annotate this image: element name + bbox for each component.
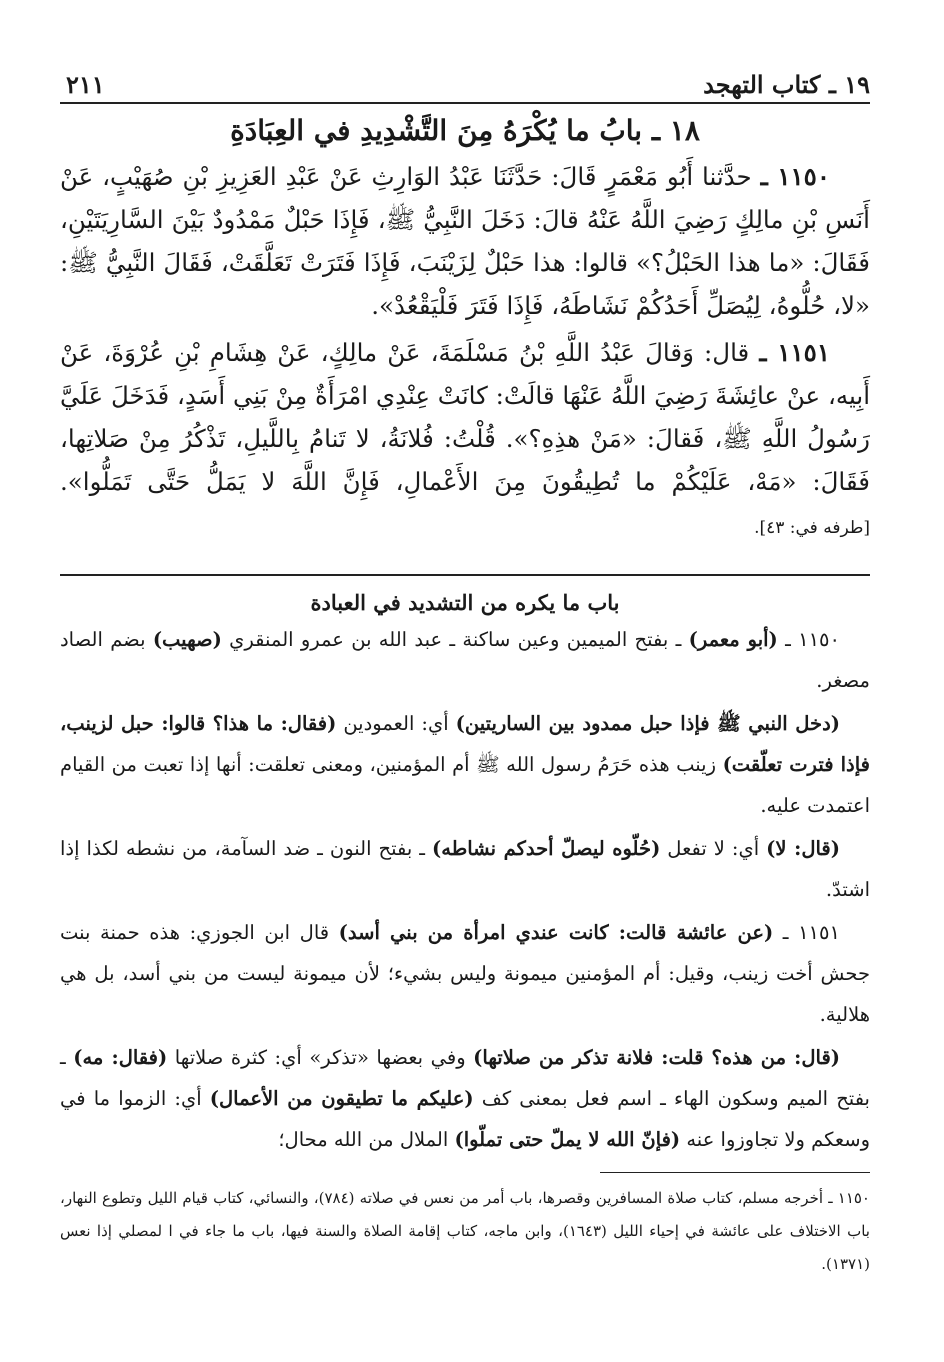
chapter-title: ١٩ ـ كتاب التهجد <box>703 69 870 99</box>
commentary-text: ١١٥١ ـ <box>773 921 840 944</box>
commentary-text: ١١٥٠ ـ <box>777 628 840 651</box>
quoted-matn-phrase: (قال: لا) <box>766 837 840 860</box>
commentary-text: ـ بفتح الميم وسكون الهاء ـ اسم فعل بمعنى كف <box>60 1046 870 1110</box>
commentary-text: أي: العمودين <box>336 712 456 735</box>
hadith-text-section <box>60 114 870 554</box>
commentary-paragraph <box>60 912 870 1035</box>
commentary-paragraph <box>60 703 870 826</box>
header-rule <box>60 102 870 104</box>
hadith-body: قال: وَقالَ عَبْدُ اللَّهِ بْنُ مَسْلَمَةَ، عَنْ مالِكٍ، عَنْ هِشَامِ بْنِ عُرْوَةَ، عَنْ أَبِيه، عنْ عائِشَةَ رَضِيَ اللَّهُ عَنْهَا قالَتْ: كانَتْ عِنْدِي امْرَأَةٌ مِنْ بَنِي أَسَدٍ، فَدَخَلَ عَلَيَّ رَسُولُ اللَّهِ ﷺ، فَقالَ: «مَنْ هذِهِ؟». قُلْتُ: فُلانَةُ، لا تَنامُ بِاللَّيلِ، تَذْكُرُ مِنْ صَلاتِها، فَقَالَ: «مَهْ، عَلَيْكُمْ ما تُطِيقُونَ مِنَ الأَعْمالِ، فَإِنَّ اللَّهَ لا يَمَلُّ حَتَّى تَمَلُّوا». <box>60 338 870 496</box>
commentary-paragraph <box>60 619 870 701</box>
commentary-text: زينب هذه حَرَمُ رسول الله ﷺ أم المؤمنين، ومعنى تعلقت: أنها إذا تعبت من القيام اعتمدت عليه. <box>60 753 870 817</box>
quoted-matn-phrase: (فقال: مه) <box>73 1046 168 1069</box>
quoted-matn-phrase: (فإنّ الله لا يملّ حتى تملّوا) <box>454 1128 681 1151</box>
commentary-text: الملال من الله محال؛ <box>278 1128 455 1151</box>
quoted-matn-phrase: (صهيب) <box>152 628 222 651</box>
book-page <box>60 50 870 1340</box>
footnote-1150: ١١٥٠ ـ أخرجه مسلم، كتاب صلاة المسافرين وقصرها، باب أمر من نعس في صلاته (٧٨٤)، والنسائي، كتاب قيام الليل وتطوع النهار، باب الاختلاف على عائشة في إحياء الليل (١٦٤٣)، وابن ماجه، كتاب إقامة الصلاة والسنة فيها، باب ما جاء في ا لمصلي إذا نعس (١٣٧١). <box>60 1189 870 1273</box>
commentary-text: أي: لا تفعل <box>660 837 767 860</box>
footnote-divider <box>600 1172 870 1173</box>
hadith-number: ١١٥٠ ـ <box>760 162 830 191</box>
hadith-body: حدَّثنا أَبُو مَعْمَرٍ قَالَ: حَدَّثَنَا عَبْدُ الوَارِثِ عَنْ عَبْدِ العَزِيزِ بْنِ صُهَيْبٍ، عَنْ أَنَسِ بْنِ مالِكٍ رَضِيَ اللَّهُ عَنْهُ قالَ: دَخَلَ النَّبِيُّ ﷺ، فَإِذَا حَبْلٌ مَمْدُودٌ بَيْنَ السَّارِيَتَيْنِ، فَقَالَ: «ما هذا الحَبْلُ؟» قالوا: هذا حَبْلٌ لِزَيْنَبَ، فَإِذَا فَتَرَتْ تَعَلَّقَتْ، فَقَالَ النَّبِيُّ ﷺ: «لا، حُلُّوهُ، لِيُصَلِّ أَحَدُكُمْ نَشَاطَهُ، فَإِذَا فَتَرَ فَلْيَقْعُدْ». <box>60 162 870 320</box>
hadith-1151 <box>60 331 870 550</box>
hadith-number: ١١٥١ ـ <box>759 338 830 367</box>
commentary-text: قال ابن الجوزي: هذه حمنة بنت جحش أخت زينب، وقيل: أم المؤمنين ميمونة وليس بشيء؛ لأن ميمونة ليست من بني أسد، بل هي هلالية. <box>60 921 870 1026</box>
running-header <box>60 64 870 104</box>
quoted-matn-phrase: (قال: من هذه؟ قلت: فلانة تذكر من صلاتها) <box>473 1046 840 1069</box>
commentary-section <box>60 590 870 1162</box>
commentary-paragraphs <box>60 619 870 1160</box>
footnotes <box>60 1182 870 1281</box>
commentary-text: ـ بفتح الميمين وعين ساكنة ـ عبد الله بن عمرو المنقري <box>221 628 689 651</box>
chapter-heading: ١٨ ـ بابُ ما يُكْرَهُ مِنَ التَّشْدِيدِ في العِبَادَةِ <box>230 114 700 147</box>
cross-reference: [طرفه في: ٤٣]. <box>754 518 870 538</box>
hadith-1150 <box>60 155 870 327</box>
commentary-paragraph <box>60 828 870 910</box>
quoted-matn-phrase: (عن عائشة قالت: كانت عندي امرأة من بني أسد) <box>338 921 774 944</box>
commentary-heading: باب ما يكره من التشديد في العبادة <box>310 590 620 615</box>
commentary-divider <box>60 574 870 576</box>
commentary-text: ـ بفتح النون ـ ضد السآمة، من نشطه لكذا إذا اشتدّ. <box>60 837 870 901</box>
quoted-matn-phrase: (حُلّوه ليصلّ أحدكم نشاطه) <box>432 837 661 860</box>
quoted-matn-phrase: (أبو معمر) <box>688 628 778 651</box>
quoted-matn-phrase: (فقال: ما هذا؟ قالوا: حبل لزينب، فإذا فترت تعلّقت) <box>60 712 871 776</box>
commentary-text: وفي بعضها «تذكر» أي: كثرة صلاتها <box>167 1046 474 1069</box>
page-number: ٢١١ <box>66 69 105 99</box>
commentary-paragraph <box>60 1037 870 1160</box>
quoted-matn-phrase: (دخل النبي ﷺ فإذا حبل ممدود بين الساريتين) <box>455 712 840 735</box>
commentary-text: أي: الزموا ما في وسعكم ولا تجاوزوا عنه <box>60 1087 870 1151</box>
commentary-text: بضم الصاد مصغر. <box>60 628 870 692</box>
quoted-matn-phrase: (عليكم ما تطيقون من الأعمال) <box>209 1087 474 1110</box>
